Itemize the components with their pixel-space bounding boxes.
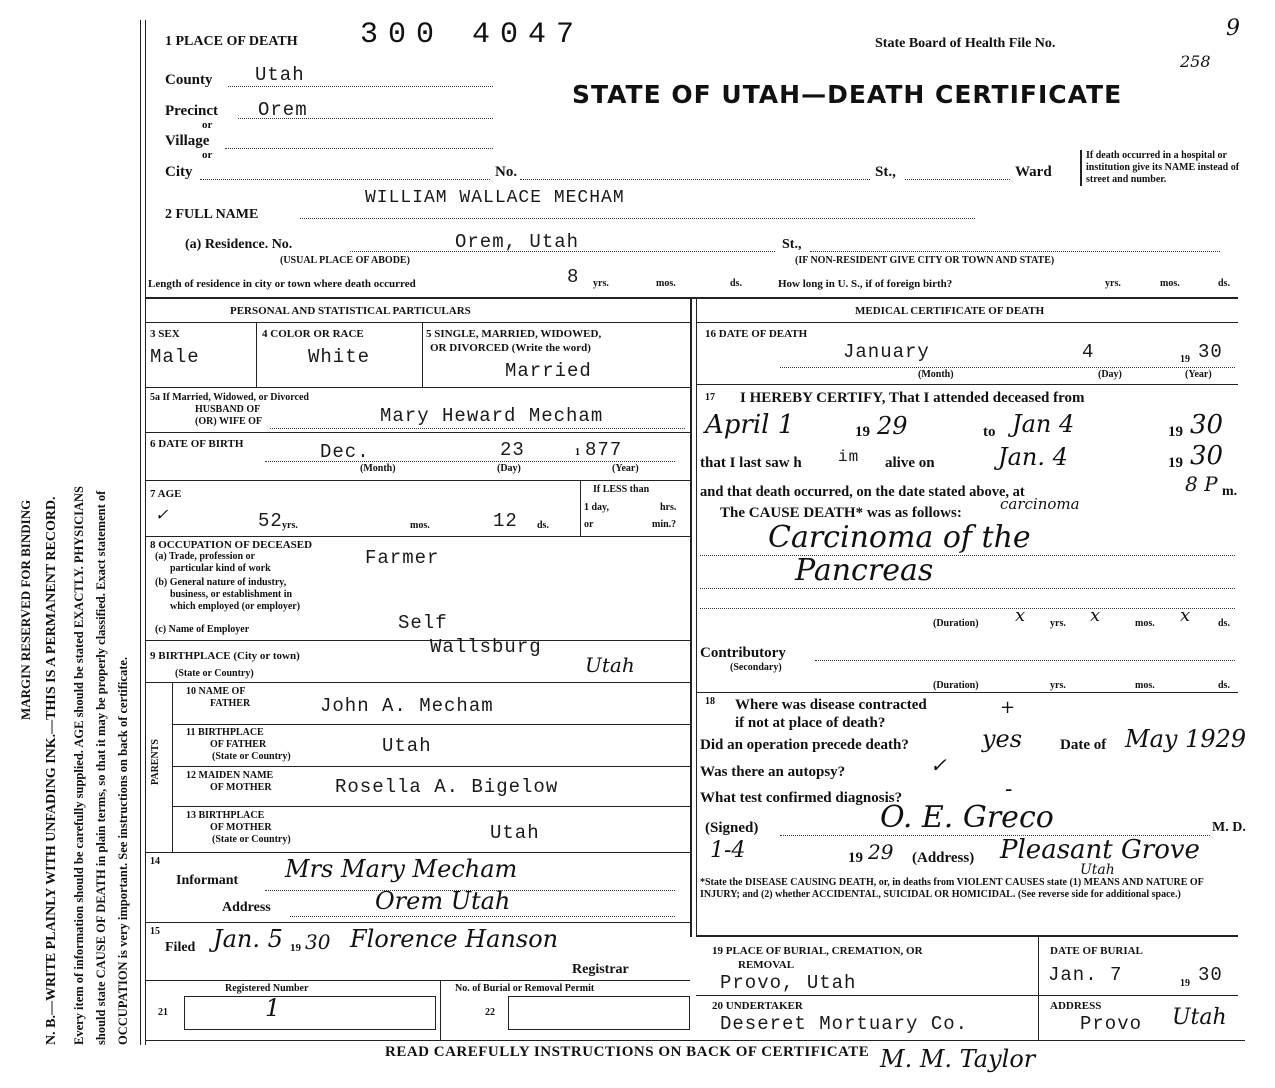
filed-label: Filed bbox=[165, 940, 196, 955]
employer-value: Self bbox=[398, 612, 448, 634]
less-hrs-label: hrs. bbox=[660, 502, 677, 513]
filed-year-prefix: 19 bbox=[290, 942, 301, 954]
last-saw-year-prefix: 19 bbox=[1168, 455, 1183, 471]
informant-number: 14 bbox=[150, 856, 160, 867]
length-mos-label: mos. bbox=[656, 278, 676, 289]
less-or-label: or bbox=[584, 519, 594, 530]
disease-question-2: if not at place of death? bbox=[735, 715, 886, 731]
precinct-value: Orem bbox=[258, 99, 308, 121]
marital-label-2: OR DIVORCED (Write the word) bbox=[430, 342, 591, 354]
physician-signature: O. E. Greco bbox=[880, 800, 1054, 835]
date-of-death-label: 16 DATE OF DEATH bbox=[705, 328, 808, 340]
death-year-caption: (Year) bbox=[1185, 369, 1212, 380]
less-day-label: 1 day, bbox=[584, 502, 610, 513]
last-saw-year: 30 bbox=[1190, 441, 1224, 471]
attended-from: April 1 bbox=[705, 410, 795, 440]
row-21-label: 21 bbox=[158, 1007, 168, 1018]
color-value: White bbox=[308, 346, 371, 368]
spouse-label-3: (OR) WIFE OF bbox=[195, 416, 263, 427]
mother-birthplace-label-2: OF MOTHER bbox=[210, 822, 272, 833]
certificate-number: 300 4047 bbox=[360, 18, 585, 52]
state-board-number-2: 258 bbox=[1180, 52, 1211, 71]
age-ds-label: ds. bbox=[537, 520, 549, 531]
occupation-b-3: which employed (or employer) bbox=[170, 601, 301, 612]
precinct-label: Precinct bbox=[165, 103, 219, 119]
dob-day-caption: (Day) bbox=[497, 463, 521, 474]
father-birthplace-label-2: OF FATHER bbox=[210, 739, 267, 750]
mother-birthplace: Utah bbox=[490, 822, 540, 844]
duration-label-1: (Duration) bbox=[933, 618, 979, 629]
side-instructions-2: Every item of information should be carefully supplied. AGE should be stated EXACTLY. PHYSICIANS bbox=[72, 486, 86, 1045]
test-answer: - bbox=[1005, 777, 1013, 802]
cause-annotation: carcinoma bbox=[1000, 495, 1080, 513]
physician-address-label: (Address) bbox=[912, 850, 975, 866]
less-than-label: If LESS than bbox=[593, 484, 650, 495]
occupation-b-2: business, or establishment in bbox=[170, 589, 293, 600]
full-name-value: WILLIAM WALLACE MECHAM bbox=[365, 188, 625, 208]
cause-line-1: Carcinoma of the bbox=[768, 520, 1031, 555]
death-time-m: m. bbox=[1222, 484, 1238, 499]
death-day-caption: (Day) bbox=[1098, 369, 1122, 380]
burial-place-label-2: REMOVAL bbox=[738, 959, 795, 971]
cause-footnote: *State the DISEASE CAUSING DEATH, or, in deaths from VIOLENT CAUSES state (1) MEANS AND NATURE OF INJURY; and (2) whether ACCIDENTAL, SUICIDAL OR HOMICIDAL. (See reverse side for additional space.) bbox=[700, 877, 1204, 900]
spouse-label-2: HUSBAND OF bbox=[195, 404, 261, 415]
physician-address-2: Utah bbox=[1080, 862, 1115, 878]
residence-sublabel: (USUAL PLACE OF ABODE) bbox=[280, 255, 410, 266]
cause-line-2: Pancreas bbox=[795, 553, 934, 588]
duration-ds-label: ds. bbox=[1218, 618, 1230, 629]
father-birthplace-label-3: (State or Country) bbox=[212, 751, 291, 762]
personal-header: PERSONAL AND STATISTICAL PARTICULARS bbox=[230, 305, 471, 317]
ward-label: Ward bbox=[1015, 164, 1052, 180]
spouse-value: Mary Heward Mecham bbox=[380, 405, 604, 427]
foreign-yrs-label: yrs. bbox=[1105, 278, 1121, 289]
age-label: 7 AGE bbox=[150, 488, 182, 500]
father-name: John A. Mecham bbox=[320, 695, 494, 717]
registrar-label: Registrar bbox=[572, 962, 629, 977]
side-instructions-3: should state CAUSE OF DEATH in plain terms, so that it may be properly classified. Exact statement of bbox=[94, 490, 108, 1045]
disease-answer: + bbox=[1000, 697, 1016, 718]
duration-yrs-label: yrs. bbox=[1050, 618, 1066, 629]
employer-label: (c) Name of Employer bbox=[155, 624, 250, 635]
duration-mos-label-2: mos. bbox=[1135, 680, 1155, 691]
state-board-label: State Board of Health File No. bbox=[875, 36, 1056, 51]
birthplace-state: Utah bbox=[585, 653, 635, 677]
occupation-label: 8 OCCUPATION OF DECEASED bbox=[150, 539, 313, 551]
duration-ds: x bbox=[1180, 605, 1191, 626]
mother-label-1: 12 MAIDEN NAME bbox=[186, 770, 274, 781]
or-text-1: or bbox=[202, 119, 213, 131]
row-22-label: 22 bbox=[485, 1007, 495, 1018]
length-yrs-label: yrs. bbox=[593, 278, 609, 289]
burial-year: 30 bbox=[1198, 964, 1223, 986]
mother-name: Rosella A. Bigelow bbox=[335, 776, 559, 798]
residence-st-label: St., bbox=[782, 237, 802, 252]
father-birthplace-label-1: 11 BIRTHPLACE bbox=[186, 727, 264, 738]
informant-name: Mrs Mary Mecham bbox=[285, 855, 518, 883]
age-mos-label: mos. bbox=[410, 520, 430, 531]
mother-birthplace-label-1: 13 BIRTHPLACE bbox=[186, 810, 265, 821]
attended-to-year-prefix: 19 bbox=[1168, 424, 1183, 440]
to-label: to bbox=[983, 424, 996, 440]
age-years: 52 bbox=[258, 510, 283, 532]
attended-to-year: 30 bbox=[1190, 410, 1224, 440]
hospital-note: If death occurred in a hospital or institution give its NAME instead of street and number. bbox=[1080, 150, 1246, 186]
spouse-label-1: 5a If Married, Widowed, or Divorced bbox=[150, 392, 309, 403]
age-check: ✓ bbox=[155, 505, 169, 524]
residence-value: Orem, Utah bbox=[455, 231, 580, 253]
signed-date: 1-4 bbox=[710, 838, 746, 863]
disease-question-1: Where was disease contracted bbox=[735, 697, 927, 713]
attended-to: Jan 4 bbox=[1012, 410, 1075, 438]
dob-year-prefix: 1 bbox=[575, 447, 580, 458]
length-residence-years: 8 bbox=[567, 266, 580, 288]
last-saw-him: im bbox=[838, 448, 860, 466]
undertaker-address-label: ADDRESS bbox=[1050, 1000, 1102, 1012]
operation-answer: yes bbox=[982, 725, 1023, 753]
parents-label: PARENTS bbox=[150, 739, 161, 785]
certify-number: 17 bbox=[705, 392, 715, 403]
death-occurred-text: and that death occurred, on the date stated above, at bbox=[700, 484, 1025, 500]
mother-label-2: OF MOTHER bbox=[210, 782, 272, 793]
undertaker-address-hand: Utah bbox=[1172, 1005, 1227, 1030]
age-yrs-label: yrs. bbox=[282, 520, 298, 531]
father-label-1: 10 NAME OF bbox=[186, 686, 246, 697]
last-saw-text-1: that I last saw h bbox=[700, 455, 802, 471]
signed-year: 29 bbox=[868, 840, 894, 864]
less-min-label: min.? bbox=[652, 519, 677, 530]
duration-yrs: x bbox=[1015, 605, 1026, 626]
operation-date-label: Date of bbox=[1060, 737, 1107, 753]
filed-year: 30 bbox=[305, 930, 331, 954]
informant-label: Informant bbox=[176, 873, 239, 888]
dob-day: 23 bbox=[500, 439, 525, 461]
duration-yrs-label-2: yrs. bbox=[1050, 680, 1066, 691]
side-instructions-1: N. B.—WRITE PLAINLY WITH UNFADING INK.—THIS IS A PERMANENT RECORD. bbox=[44, 496, 59, 1045]
sex-value: Male bbox=[150, 346, 200, 368]
medical-header: MEDICAL CERTIFICATE OF DEATH bbox=[855, 305, 1045, 317]
autopsy-answer: ✓ bbox=[930, 753, 947, 777]
signed-year-prefix: 19 bbox=[848, 850, 863, 866]
footer-instructions: READ CAREFULLY INSTRUCTIONS ON BACK OF CERTIFICATE bbox=[385, 1044, 870, 1060]
autopsy-question: Was there an autopsy? bbox=[700, 764, 846, 780]
dob-month-caption: (Month) bbox=[360, 463, 396, 474]
informant-address: Orem Utah bbox=[375, 887, 511, 915]
cause-text: The CAUSE DEATH* was as follows: bbox=[720, 505, 962, 521]
contributory-sublabel: (Secondary) bbox=[730, 662, 782, 673]
disease-number: 18 bbox=[705, 696, 715, 707]
dob-month: Dec. bbox=[320, 441, 370, 463]
operation-question: Did an operation precede death? bbox=[700, 737, 909, 753]
registrar-name: Florence Hanson bbox=[350, 925, 559, 953]
county-label: County bbox=[165, 72, 213, 88]
death-time: 8 P bbox=[1185, 472, 1218, 496]
certify-text: I HEREBY CERTIFY, That I attended deceased from bbox=[740, 390, 1085, 406]
attended-from-year: 29 bbox=[877, 412, 908, 440]
side-instructions-4: OCCUPATION is very important. See instructions on back of certificate. bbox=[116, 656, 130, 1045]
death-year-prefix: 19 bbox=[1180, 354, 1190, 365]
death-year: 30 bbox=[1198, 341, 1223, 363]
contributory-label: Contributory bbox=[700, 645, 786, 661]
full-name-label: 2 FULL NAME bbox=[165, 207, 259, 222]
residence-label: (a) Residence. No. bbox=[185, 237, 293, 252]
md-label: M. D. bbox=[1212, 820, 1246, 835]
birthplace-label-2: (State or Country) bbox=[175, 668, 254, 679]
occupation-value: Farmer bbox=[365, 547, 440, 569]
side-margin-note: MARGIN RESERVED FOR BINDING bbox=[18, 499, 33, 720]
county-value: Utah bbox=[255, 64, 305, 86]
physician-address: Pleasant Grove bbox=[1000, 835, 1200, 865]
birthplace-city: Wallsburg bbox=[430, 636, 542, 658]
undertaker-label: 20 UNDERTAKER bbox=[712, 1000, 803, 1012]
birthplace-label-1: 9 BIRTHPLACE (City or town) bbox=[150, 650, 300, 662]
duration-mos-label: mos. bbox=[1135, 618, 1155, 629]
length-ds-label: ds. bbox=[730, 278, 742, 289]
filed-number: 15 bbox=[150, 926, 160, 937]
certificate-title: STATE OF UTAH—DEATH CERTIFICATE bbox=[572, 80, 1123, 109]
test-question: What test confirmed diagnosis? bbox=[700, 790, 903, 806]
village-label: Village bbox=[165, 133, 210, 149]
father-birthplace: Utah bbox=[382, 735, 432, 757]
duration-mos: x bbox=[1090, 605, 1101, 626]
no-label: No. bbox=[495, 164, 518, 180]
mother-birthplace-label-3: (State or Country) bbox=[212, 834, 291, 845]
burial-place: Provo, Utah bbox=[720, 972, 857, 994]
registered-number: 1 bbox=[265, 994, 281, 1022]
st-label: St., bbox=[875, 164, 896, 180]
dob-year-caption: (Year) bbox=[612, 463, 639, 474]
color-label: 4 COLOR OR RACE bbox=[262, 328, 364, 340]
burial-date-label: DATE OF BURIAL bbox=[1050, 945, 1143, 957]
death-month: January bbox=[843, 341, 930, 363]
signed-label: (Signed) bbox=[705, 820, 759, 836]
attended-from-year-prefix: 19 bbox=[855, 424, 870, 440]
marital-label-1: 5 SINGLE, MARRIED, WIDOWED, bbox=[426, 328, 602, 340]
occupation-b-1: (b) General nature of industry, bbox=[155, 577, 287, 588]
dob-label: 6 DATE OF BIRTH bbox=[150, 438, 244, 450]
operation-date: May 1929 bbox=[1125, 725, 1247, 753]
state-board-number: 9 bbox=[1226, 16, 1240, 41]
footer-signature: M. M. Taylor bbox=[880, 1045, 1036, 1073]
foreign-ds-label: ds. bbox=[1218, 278, 1230, 289]
or-text-2: or bbox=[202, 149, 213, 161]
foreign-birth-label: How long in U. S., if of foreign birth? bbox=[778, 278, 953, 290]
occupation-a-2: particular kind of work bbox=[170, 563, 271, 574]
dob-year: 877 bbox=[585, 439, 623, 461]
undertaker-address: Provo bbox=[1080, 1013, 1143, 1035]
occupation-a-1: (a) Trade, profession or bbox=[155, 551, 255, 562]
foreign-mos-label: mos. bbox=[1160, 278, 1180, 289]
death-day: 4 bbox=[1082, 341, 1095, 363]
last-saw-text-2: alive on bbox=[885, 455, 935, 471]
duration-label-2: (Duration) bbox=[933, 680, 979, 691]
undertaker-name: Deseret Mortuary Co. bbox=[720, 1013, 969, 1035]
burial-date: Jan. 7 bbox=[1048, 964, 1123, 986]
filed-date: Jan. 5 bbox=[213, 925, 283, 953]
marital-value: Married bbox=[505, 360, 592, 382]
father-label-2: FATHER bbox=[210, 698, 251, 709]
burial-permit-label: No. of Burial or Removal Permit bbox=[455, 983, 595, 994]
burial-place-label-1: 19 PLACE OF BURIAL, CREMATION, OR bbox=[712, 945, 923, 957]
informant-address-label: Address bbox=[222, 900, 271, 915]
length-residence-label: Length of residence in city or town where death occurred bbox=[148, 278, 416, 290]
place-of-death-label: 1 PLACE OF DEATH bbox=[165, 34, 298, 49]
burial-year-prefix: 19 bbox=[1180, 978, 1190, 989]
death-month-caption: (Month) bbox=[918, 369, 954, 380]
registered-number-label: Registered Number bbox=[225, 983, 309, 994]
last-saw-date: Jan. 4 bbox=[998, 443, 1068, 471]
city-label: City bbox=[165, 164, 193, 180]
sex-label: 3 SEX bbox=[150, 328, 180, 340]
nonresident-note: (IF NON-RESIDENT GIVE CITY OR TOWN AND STATE) bbox=[795, 255, 1055, 266]
age-months: 12 bbox=[493, 510, 518, 532]
duration-ds-label-2: ds. bbox=[1218, 680, 1230, 691]
